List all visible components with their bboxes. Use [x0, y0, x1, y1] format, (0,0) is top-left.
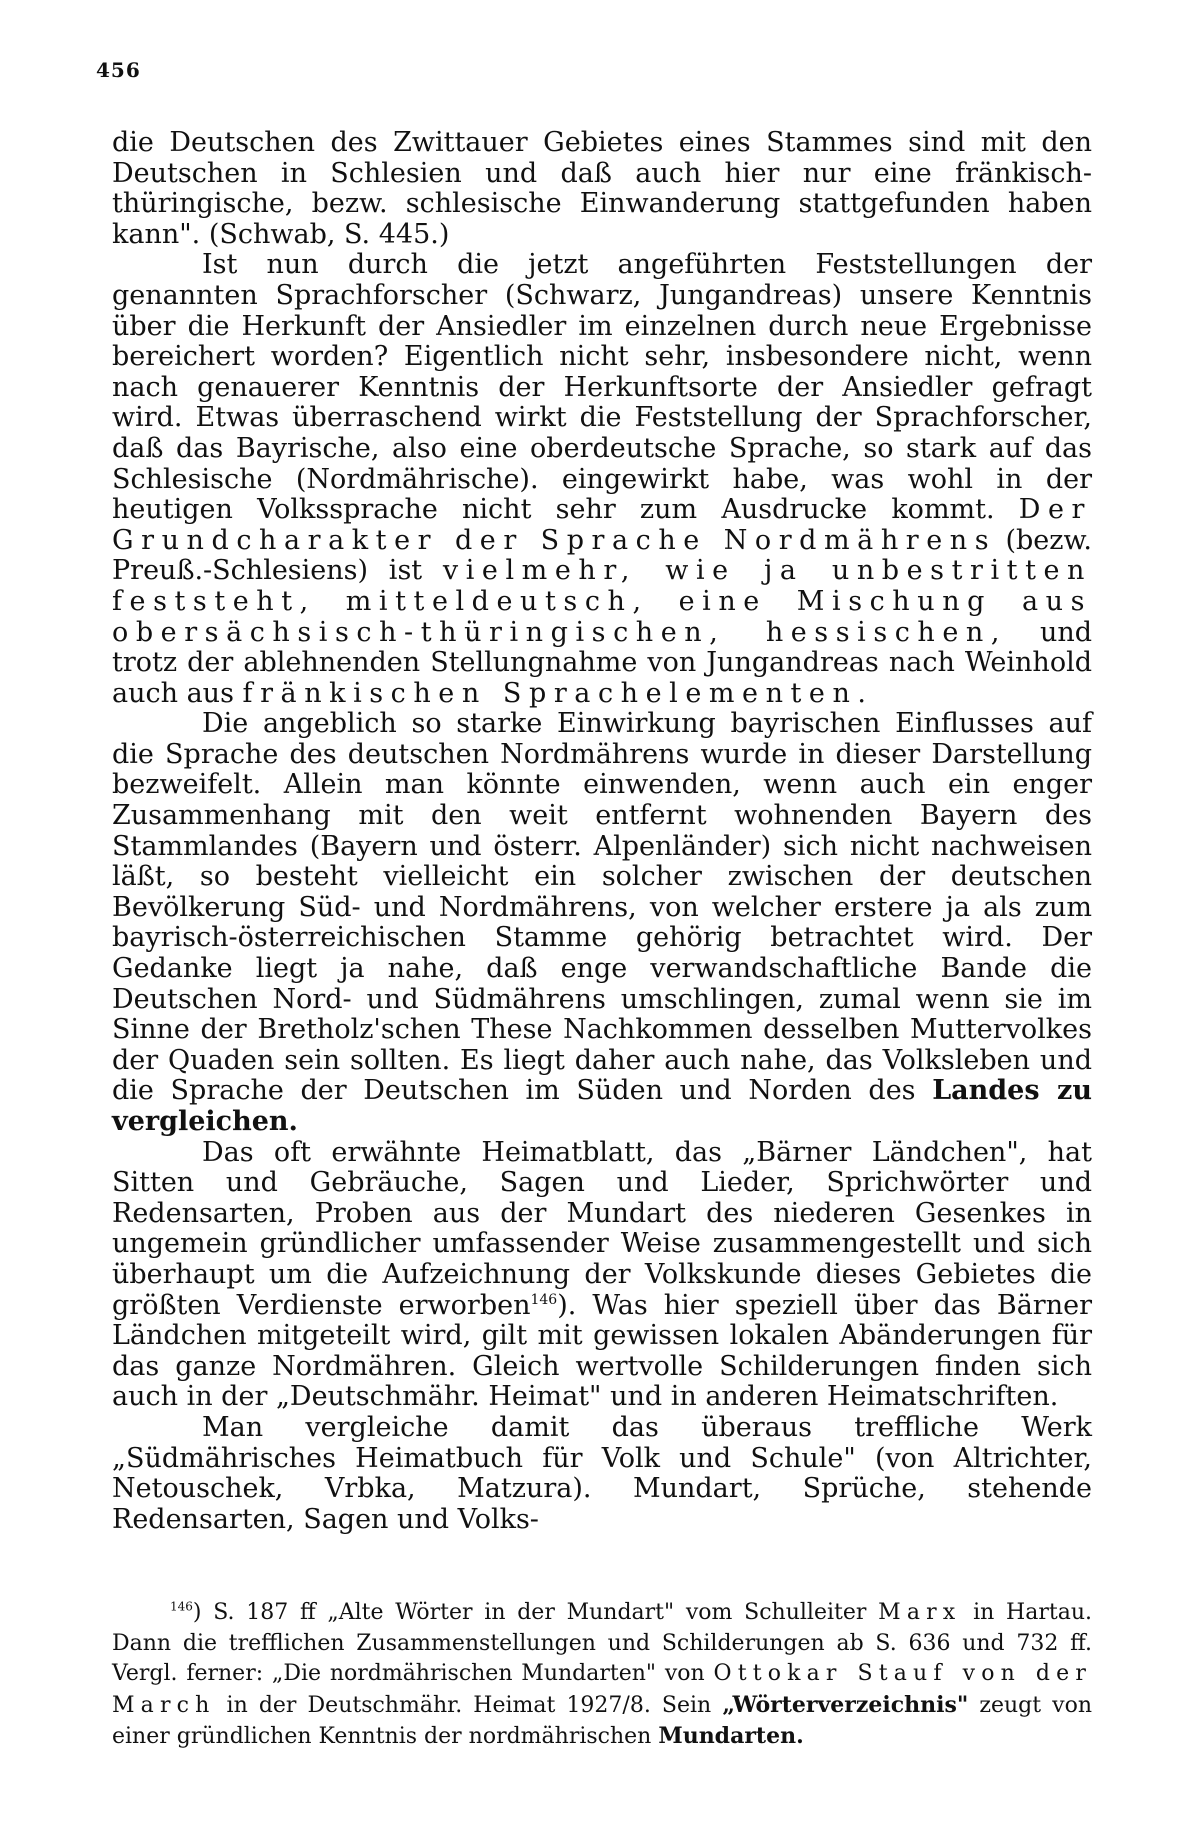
- footnote-text-a: ) S. 187 ff „Alte Wörter in der Mundart" vom Schulleiter: [192, 1600, 867, 1625]
- paragraph-4-text-a: Das oft erwähnte Heimatblatt, das „Bärner Ländchen", hat Sitten und Gebräuche, Sagen und Lieder, Sprichwörter und Redensarten, Proben aus der Mundart des niederen Gesenkes in ungemein gründlicher umfassender Weise zusammengestellt und sich überhaupt um die Aufzeichnung der Volkskunde dieses Gebietes die größten Verdienste erworben: [112, 1136, 1092, 1321]
- paragraph-4: [112, 1138, 1092, 1413]
- footnote-text-c: in der Deutschmähr. Heimat 1927/8. Sein: [226, 1692, 712, 1718]
- body-text: [112, 128, 1092, 1535]
- footnote-number: 146: [170, 1599, 193, 1614]
- paragraph-2-text-c: und trotz der ablehnenden Stellungnahme von Jungandreas nach Weinhold auch aus: [112, 616, 1092, 709]
- footnote-text-d: zeugt von einer gründlichen Kenntnis der nordmährischen: [112, 1692, 1093, 1749]
- paragraph-5: Man vergleiche damit das überaus treffliche Werk „Südmährisches Heimatbuch für Volk und Schule" (von Altrichter, Netouschek, Vrbka, Matzura). Mundart, Sprüche, stehende Redensarten, Sagen und Volks-: [112, 1411, 1092, 1535]
- page-number: 456: [96, 58, 141, 82]
- footnote-text-b: in Hartau. Dann die trefflichen Zusammenstellungen und Schilderungen ab S. 636 und 732 ff. Vergl. ferner: „Die nordmährischen Mundarten" von: [112, 1600, 1092, 1686]
- footnote-paragraph: [112, 1598, 1092, 1753]
- footnote-marker: [112, 1598, 193, 1629]
- emphasis-spaced-2: vielmehr, wie ja unbestritten feststeht, mitteldeutsch, eine Mischung aus obersächsisch-thüringischen, hessischen,: [112, 555, 1092, 648]
- emphasis-spaced-1: Der Grundcharakter der Sprache Nordmährens: [112, 494, 1092, 556]
- paragraph-3-bold: Landes zu vergleichen.: [112, 1075, 1092, 1137]
- paragraph-4-text-b: ). Was hier speziell über das Bärner Ländchen mitgeteilt wird, gilt mit gewissen lokalen Abänderungen für das ganze Nordmähren. Gleich wertvolle Schilderungen finden sich auch in der „Deutschmähr. Heimat" und in anderen Heimatschriften.: [112, 1289, 1092, 1413]
- paragraph-3-text: Die angeblich so starke Einwirkung bayrischen Einflusses auf die Sprache des deutschen Nordmährens wurde in dieser Darstellung bezweifelt. Allein man könnte einwenden, wenn auch ein enger Zusammenhang mit den weit entfernt wohnenden Bayern des Stammlandes (Bayern und österr. Alpenländer) sich nicht nachweisen läßt, so besteht vielleicht ein solcher zwischen der deutschen Bevölkerung Süd- und Nordmährens, von welcher erstere ja als zum bayrisch-österreichischen Stamme gehörig betrachtet wird. Der Gedanke liegt ja nahe, daß enge verwandschaftliche Bande die Deutschen Nord- und Südmährens umschlingen, zumal wenn sie im Sinne der Bretholz'schen These Nachkommen desselben Muttervolkes der Quaden sein sollten. Es liegt daher auch nahe, das Volksleben und die Sprache der Deutschen im Süden und Norden des: [112, 708, 1092, 1107]
- paragraph-2-text-b: (bezw. Preuß.-Schlesiens) ist: [112, 524, 1092, 587]
- footnote-bold-title: „Wörterverzeichnis": [722, 1691, 969, 1718]
- emphasis-spaced-3: fränkischen Sprachelementen.: [242, 677, 874, 709]
- footnote-bold-end: Mundarten.: [658, 1723, 804, 1749]
- footnote-name-1: Marx: [878, 1600, 962, 1625]
- footnote-reference: 146: [530, 1291, 558, 1308]
- paragraph-2-text-a: Ist nun durch die jetzt angeführten Feststellungen der genannten Sprachforscher (Schwarz, Jungandreas) unsere Kenntnis über die Herkunft der Ansiedler im einzelnen durch neue Ergebnisse bereichert worden? Eigentlich nicht sehr, insbesondere nicht, wenn nach genauerer Kenntnis der Herkunftsorte der Ansiedler gefragt wird. Etwas überraschend wirkt die Feststellung der Sprachforscher, daß das Bayrische, also eine oberdeutsche Sprache, so stark auf das Schlesische (Nordmährische). eingewirkt habe, was wohl in der heutigen Volkssprache nicht sehr zum Ausdrucke kommt.: [112, 249, 1092, 526]
- footnote: [112, 1598, 1092, 1753]
- footnote-name-2: Ottokar Stauf von der March: [112, 1661, 1093, 1718]
- paragraph-2: [112, 250, 1092, 709]
- paragraph-1: die Deutschen des Zwittauer Gebietes eines Stammes sind mit den Deutschen in Schlesien und daß auch hier nur eine fränkisch-thüringische, bezw. schlesische Einwanderung stattgefunden haben kann". (Schwab, S. 445.): [112, 127, 1092, 250]
- paragraph-3: [112, 709, 1092, 1137]
